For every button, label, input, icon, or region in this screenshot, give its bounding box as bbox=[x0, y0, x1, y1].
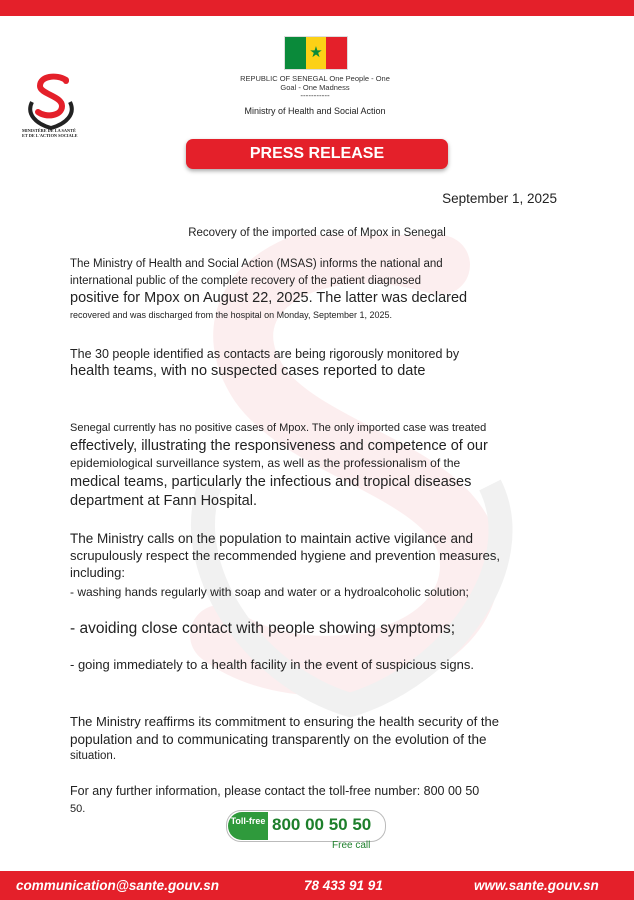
text-line: positive for Mpox on August 22, 2025. The latter was declared bbox=[70, 290, 468, 306]
text-line: The Ministry of Health and Social Action (MSAS) informs the national and bbox=[70, 258, 443, 270]
text-line: 50. bbox=[70, 803, 86, 815]
footer-bar bbox=[0, 871, 634, 900]
flag-stripe-green bbox=[285, 37, 306, 69]
republic-motto-line1: REPUBLIC OF SENEGAL One People - One bbox=[240, 74, 390, 83]
text-line: department at Fann Hospital. bbox=[70, 493, 257, 509]
toll-free-badge bbox=[226, 810, 386, 842]
bullet-item: - avoiding close contact with people showing symptoms; bbox=[70, 620, 456, 637]
toll-free-number: 800 00 50 50 bbox=[272, 815, 372, 834]
republic-motto-line2: Goal - One Madness bbox=[280, 83, 350, 92]
logo-text-line2: ET DE L'ACTION SOCIALE bbox=[22, 133, 78, 138]
text-line: population and to communicating transparently on the evolution of the bbox=[70, 732, 487, 747]
flag-stripe-yellow bbox=[306, 37, 327, 69]
bullet-item: - washing hands regularly with soap and water or a hydroalcoholic solution; bbox=[70, 585, 469, 599]
header-separator: ----------- bbox=[300, 91, 330, 100]
senegal-flag bbox=[284, 36, 348, 70]
text-line: epidemiological surveillance system, as well as the professionalism of the bbox=[70, 456, 461, 470]
text-line: The 30 people identified as contacts are being rigorously monitored by bbox=[70, 347, 460, 361]
paragraph-vigilance bbox=[70, 530, 570, 581]
free-call-label: Free call bbox=[332, 840, 371, 851]
paragraph-contacts bbox=[70, 347, 570, 381]
star-icon: ★ bbox=[309, 44, 323, 62]
paragraph-status bbox=[70, 421, 570, 511]
text-line: effectively, illustrating the responsiveness and competence of our bbox=[70, 438, 488, 454]
text-line: For any further information, please contact the toll-free number: 800 00 50 bbox=[70, 784, 480, 798]
ministry-logo-text bbox=[22, 128, 92, 138]
footer-phone: 78 433 91 91 bbox=[304, 878, 383, 893]
top-red-bar bbox=[0, 0, 634, 16]
text-line: situation. bbox=[70, 750, 117, 762]
ministry-name: Ministry of Health and Social Action bbox=[244, 106, 386, 116]
text-line: The Ministry calls on the population to maintain active vigilance and bbox=[70, 531, 473, 546]
text-line: including: bbox=[70, 565, 125, 580]
footer-email: communication@sante.gouv.sn bbox=[16, 878, 219, 893]
release-title: Recovery of the imported case of Mpox in Senegal bbox=[188, 227, 446, 239]
text-line: The Ministry reaffirms its commitment to ensuring the health security of the bbox=[70, 714, 499, 729]
press-release-banner: PRESS RELEASE bbox=[186, 139, 448, 169]
paragraph-commitment bbox=[70, 713, 570, 764]
bullet-item: - going immediately to a health facility in the event of suspicious signs. bbox=[70, 657, 474, 672]
release-date: September 1, 2025 bbox=[442, 191, 557, 206]
text-line: international public of the complete recovery of the patient diagnosed bbox=[70, 275, 421, 287]
toll-free-label: Toll-free bbox=[228, 812, 268, 840]
flag-stripe-red bbox=[326, 37, 347, 69]
paragraph-recovery bbox=[70, 257, 570, 321]
text-line: Senegal currently has no positive cases of Mpox. The only imported case was treated bbox=[70, 422, 487, 434]
text-line: scrupulously respect the recommended hygiene and prevention measures, bbox=[70, 548, 500, 563]
text-line: medical teams, particularly the infectious and tropical diseases bbox=[70, 474, 472, 490]
logo-text-line1: MINISTÈRE DE LA SANTÉ bbox=[22, 128, 76, 133]
footer-website: www.sante.gouv.sn bbox=[474, 878, 599, 893]
text-line: recovered and was discharged from the hospital on Monday, September 1, 2025. bbox=[70, 310, 393, 320]
text-line: health teams, with no suspected cases reported to date bbox=[70, 363, 426, 379]
